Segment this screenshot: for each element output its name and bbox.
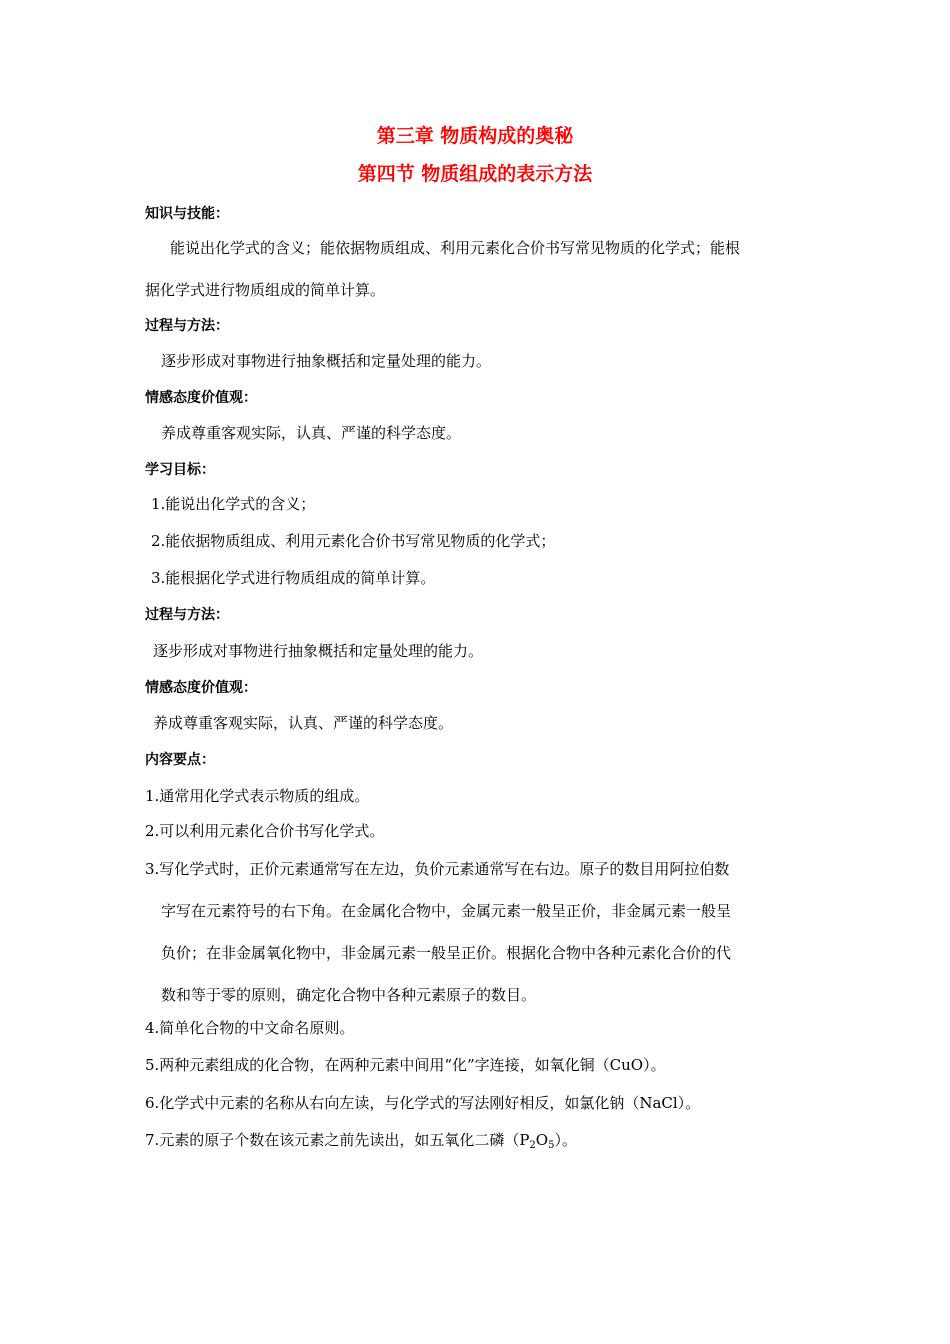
- knowledge-heading: 知识与技能：: [145, 206, 229, 222]
- point-1: 1.通常用化学式表示物质的组成。: [145, 787, 370, 805]
- point-2: 2.可以利用元素化合价书写化学式。: [145, 822, 385, 840]
- section-title: 第四节 物质组成的表示方法: [357, 163, 593, 185]
- point-3-line: 字写在元素符号的右下角。在金属化合物中，金属元素一般呈正价，非金属元素一般呈: [161, 902, 732, 920]
- knowledge-line-2: 据化学式进行物质组成的简单计算。: [145, 281, 386, 299]
- formula-p: P: [519, 1131, 530, 1149]
- chapter-title: 第三章 物质构成的奥秘: [376, 125, 574, 147]
- process-text-2: 逐步形成对事物进行抽象概括和定量处理的能力。: [153, 642, 484, 660]
- process-heading-2: 过程与方法：: [145, 607, 229, 623]
- emotion-heading-2: 情感态度价值观：: [145, 680, 257, 696]
- point-7: [145, 1130, 577, 1150]
- point-5: 5.两种元素组成的化合物，在两种元素中间用“化”字连接，如氧化铜（CuO）。: [145, 1056, 666, 1074]
- point-6: 6.化学式中元素的名称从右向左读，与化学式的写法刚好相反，如氯化钠（NaCl）。: [145, 1094, 701, 1112]
- point-3-line: 3.写化学式时，正价元素通常写在左边，负价元素通常写在右边。原子的数目用阿拉伯数: [145, 860, 730, 878]
- goal-item: 1.能说出化学式的含义；: [151, 495, 316, 513]
- goal-item: 3.能根据化学式进行物质组成的简单计算。: [151, 569, 436, 587]
- points-heading: 内容要点：: [145, 752, 215, 768]
- goal-item: 2.能依据物质组成、利用元素化合价书写常见物质的化学式；: [151, 532, 556, 550]
- point-7-suffix: ）。: [554, 1131, 577, 1149]
- formula-o-subscript: 5: [548, 1140, 555, 1151]
- point-7-prefix: 7.元素的原子个数在该元素之前先读出，如五氧化二磷（: [145, 1131, 520, 1149]
- goals-heading: 学习目标：: [145, 462, 215, 478]
- emotion-text-2: 养成尊重客观实际，认真、严谨的科学态度。: [153, 714, 454, 732]
- formula-p-subscript: 2: [529, 1140, 536, 1151]
- emotion-heading-1: 情感态度价值观：: [145, 390, 257, 406]
- process-text-1: 逐步形成对事物进行抽象概括和定量处理的能力。: [161, 352, 492, 370]
- emotion-text-1: 养成尊重客观实际，认真、严谨的科学态度。: [161, 424, 462, 442]
- knowledge-line-1: 能说出化学式的含义；能依据物质组成、利用元素化合价书写常见物质的化学式；能根: [170, 239, 741, 257]
- point-3-line: 数和等于零的原则，确定化合物中各种元素原子的数目。: [161, 986, 537, 1004]
- formula-o: O: [535, 1131, 549, 1149]
- point-3-line: 负价；在非金属氧化物中，非金属元素一般呈正价。根据化合物中各种元素化合价的代: [161, 944, 732, 962]
- process-heading-1: 过程与方法：: [145, 318, 229, 334]
- point-4: 4.简单化合物的中文命名原则。: [145, 1019, 355, 1037]
